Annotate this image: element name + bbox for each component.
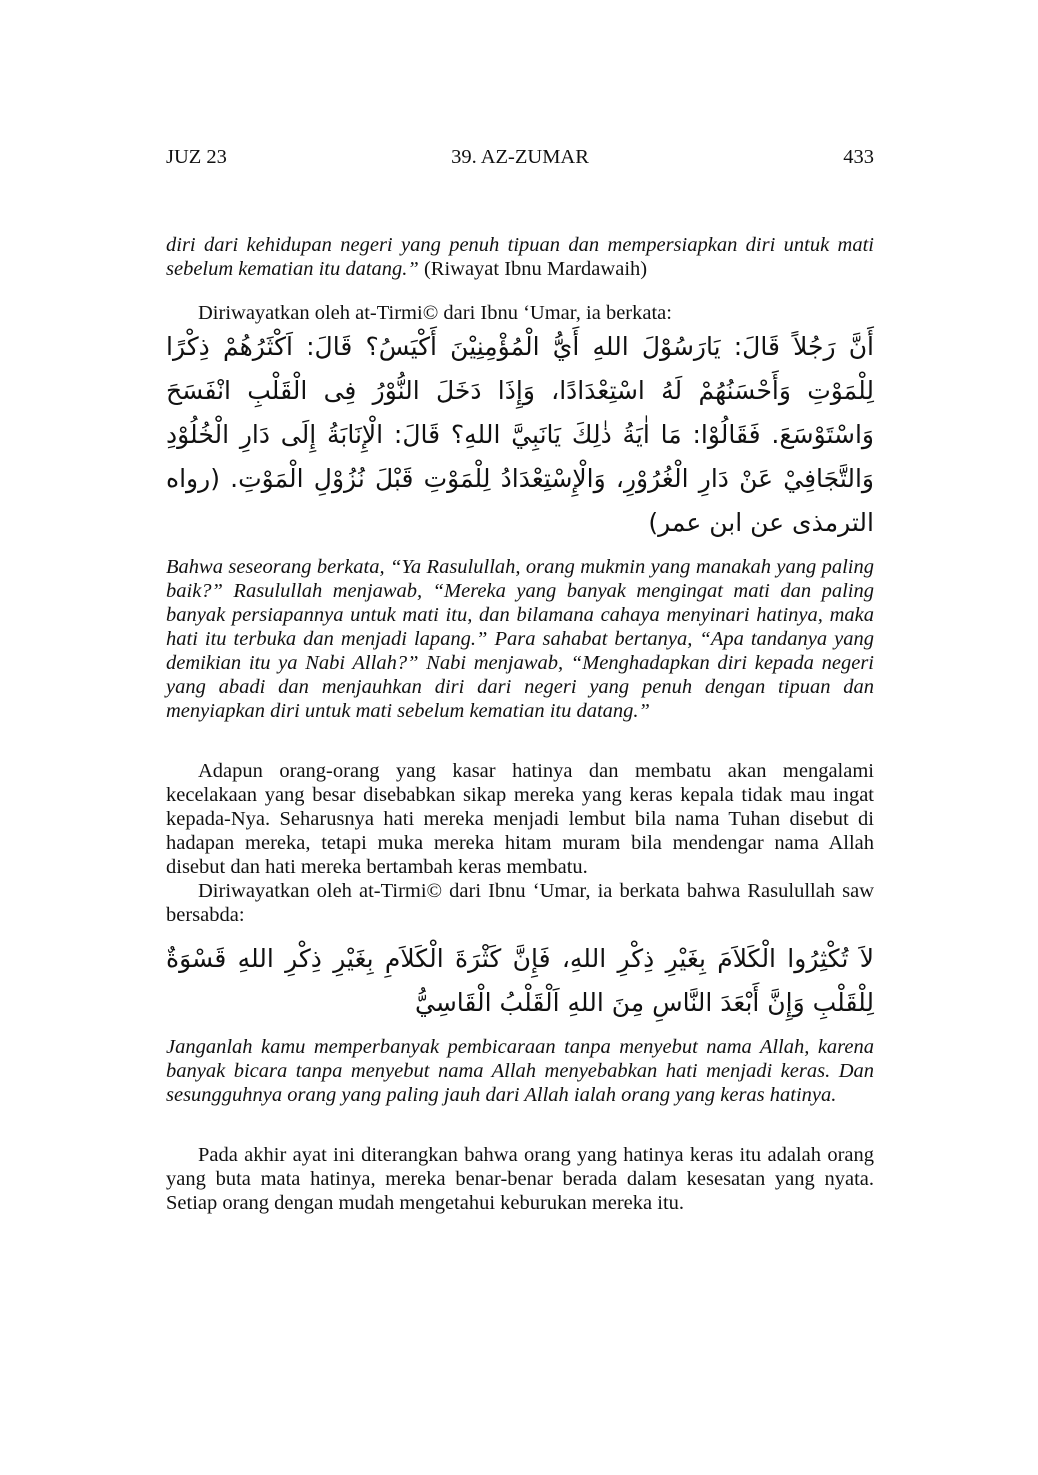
- narration-intro-1: Diriwayatkan oleh at-Tirmi© dari Ibnu ‘Umar, ia berkata:: [198, 302, 672, 324]
- commentary-paragraph: Adapun orang-orang yang kasar hatinya dan membatu akan mengalami kecelakaan yang besar disebabkan sikap mereka yang keras kepala tidak mau ingat kepada-Nya. Seharusnya hati mereka menjadi lembut bila nama Tuhan disebut di hadapan mereka, tetapi muka mereka hitam muram bila mendengar nama Allah disebut dan hati mereka bertambah keras membatu.: [166, 760, 874, 878]
- juz-label: JUZ 23: [166, 146, 227, 168]
- hadith-translation-1: Bahwa seseorang berkata, “Ya Rasulullah, orang mukmin yang manakah yang paling baik?” Rasulullah menjawab, “Mereka yang banyak mengingat mati dan paling banyak persiapannya untuk mati itu, dan bilamana cahaya menyinari hatinya, maka hati itu terbuka dan menjadi lapang.” Para sahabat bertanya, “Apa tandanya yang demikian itu ya Nabi Allah?” Nabi menjawab, “Menghadapkan diri kepada negeri yang abadi dan menjauhkan diri dari negeri yang penuh dengan tipuan dan menyiapkan diri untuk mati sebelum kematian itu datang.”: [166, 556, 874, 722]
- hadith-translation-2: Janganlah kamu memperbanyak pembicaraan tanpa menyebut nama Allah, karena banyak bicara tanpa menyebut nama Allah menyebabkan hati menjadi keras. Dan sesungguhnya orang yang paling jauh dari Allah ialah orang yang keras hatinya.: [166, 1036, 874, 1106]
- surah-title: 39. AZ-ZUMAR: [451, 146, 589, 168]
- closing-paragraph: Pada akhir ayat ini diterangkan bahwa orang yang hatinya keras itu adalah orang yang buta mata hatinya, mereka benar-benar berada dalam kesesatan yang nyata. Setiap orang dengan mudah mengetahui keburukan mereka itu.: [166, 1144, 874, 1214]
- narration-intro-2: Diriwayatkan oleh at-Tirmi© dari Ibnu ‘Umar, ia berkata bahwa Rasulullah saw bersabda:: [166, 880, 874, 926]
- arabic-hadith-1-source: (رواه الترمذى عن ابن عمر): [166, 464, 874, 537]
- continued-quote: diri dari kehidupan negeri yang penuh tipuan dan mempersiapkan diri untuk mati sebelum kematian itu datang.”: [166, 234, 874, 280]
- hadith-source: (Riwayat Ibnu Mardawaih): [418, 258, 648, 280]
- continued-paragraph: [166, 233, 874, 281]
- page-content: [166, 233, 874, 1215]
- page-number: 433: [843, 146, 874, 168]
- page-header: [166, 146, 874, 172]
- arabic-hadith-1: [166, 325, 874, 545]
- arabic-hadith-2: لاَ تُكْثِرُوا الْكَلاَمَ بِغَيْرِ ذِكْرِ اللهِ، فَإِنَّ كَثْرَةَ الْكَلاَمِ بِغَيْرِ ذِكْرِ اللهِ قَسْوَةٌ لِلْقَلْبِ وَإِنَّ أَبْعَدَ النَّاسِ مِنَ اللهِ اَلْقَلْبُ الْقَاسِيُّ: [166, 944, 874, 1017]
- arabic-hadith-1-text: أَنَّ رَجُلاً قَالَ: يَارَسُوْلَ اللهِ أَيُّ الْمُؤْمِنِيْنَ أَكْيَسُ؟ قَالَ: اَكْثَرُهُمْ ذِكْرًا لِلْمَوْتِ وَأَحْسَنُهُمْ لَهُ اسْتِعْدَادًا، وَإِذَا دَخَلَ النُّوْرُ فِى الْقَلْبِ انْفَسَحَ وَاسْتَوْسَعَ. فَقَالُوْا: مَا اٰيَةُ ذٰلِكَ يَانَبِيَّ اللهِ؟ قَالَ: الْإِنَابَةُ إِلَى دَارِ الْخُلُوْدِ وَالتَّجَافِيْ عَنْ دَارِ الْغُرُوْرِ، وَالْإِسْتِعْدَادُ لِلْمَوْتِ قَبْلَ نُزُوْلِ الْمَوْتِ.: [166, 332, 874, 493]
